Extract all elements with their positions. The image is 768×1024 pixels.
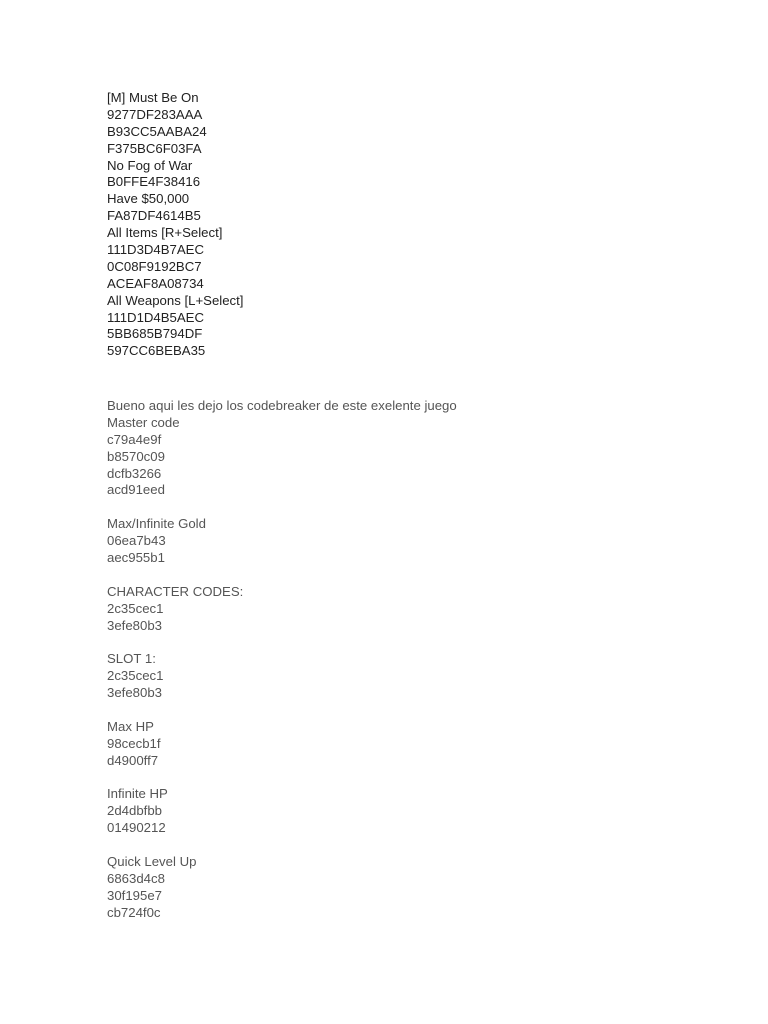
code-line: aec955b1 (107, 550, 165, 566)
section-title: Quick Level Up (107, 854, 197, 870)
code-line: 9277DF283AAA (107, 106, 203, 122)
blank-line (107, 634, 457, 651)
section-title: Max HP (107, 718, 154, 734)
section-title: Master code (107, 414, 180, 430)
section-title: Infinite HP (107, 786, 168, 802)
document-page (107, 90, 727, 920)
code-line: 6863d4c8 (107, 870, 165, 886)
code-line: [M] Must Be On (107, 90, 199, 105)
section-title: Max/Infinite Gold (107, 516, 206, 532)
code-line: 01490212 (107, 820, 166, 836)
section-max-hp (107, 719, 457, 770)
codebreaker-block (107, 398, 457, 922)
code-line: 2c35cec1 (107, 668, 164, 684)
code-line: 111D3D4B7AEC (107, 242, 205, 258)
code-line: 2d4dbfbb (107, 803, 163, 819)
code-line: B93CC5AABA24 (107, 123, 207, 139)
code-line: 111D1D4B5AEC (107, 309, 205, 325)
code-line: dcfb3266 (107, 465, 162, 481)
code-line: 3efe80b3 (107, 685, 163, 701)
section-character-codes (107, 584, 457, 635)
section-max-gold (107, 516, 457, 567)
section-quick-level-up (107, 854, 457, 922)
code-line: F375BC6F03FA (107, 140, 202, 156)
section-title: CHARACTER CODES: (107, 583, 244, 599)
code-line: Have $50,000 (107, 191, 190, 207)
code-line: FA87DF4614B5 (107, 208, 201, 224)
code-line: All Weapons [L+Select] (107, 292, 244, 308)
blank-line (107, 702, 457, 719)
code-line: b8570c09 (107, 448, 165, 464)
code-line: All Items [R+Select] (107, 225, 223, 241)
code-line: 3efe80b3 (107, 617, 163, 633)
cheat-code-block (107, 90, 727, 360)
blank-line (107, 837, 457, 854)
code-line: 5BB685B794DF (107, 326, 203, 342)
code-line: c79a4e9f (107, 431, 162, 447)
section-infinite-hp (107, 786, 457, 837)
code-line: 2c35cec1 (107, 600, 164, 616)
blank-line (107, 567, 457, 584)
section-title: SLOT 1: (107, 651, 156, 667)
code-line: cb724f0c (107, 904, 161, 920)
code-line: No Fog of War (107, 157, 193, 173)
code-line: 98cecb1f (107, 735, 161, 751)
code-line: 597CC6BEBA35 (107, 343, 206, 359)
blank-line (107, 770, 457, 787)
intro-text: Bueno aqui les dejo los codebreaker de este exelente juego (107, 398, 457, 413)
code-line: B0FFE4F38416 (107, 174, 201, 190)
code-line: d4900ff7 (107, 752, 159, 768)
section-slot-1 (107, 651, 457, 702)
code-line: 30f195e7 (107, 887, 163, 903)
code-line: 06ea7b43 (107, 533, 166, 549)
code-line: ACEAF8A08734 (107, 275, 204, 291)
code-line: acd91eed (107, 482, 165, 498)
blank-line (107, 499, 457, 516)
section-master-code (107, 415, 457, 499)
code-line: 0C08F9192BC7 (107, 258, 202, 274)
